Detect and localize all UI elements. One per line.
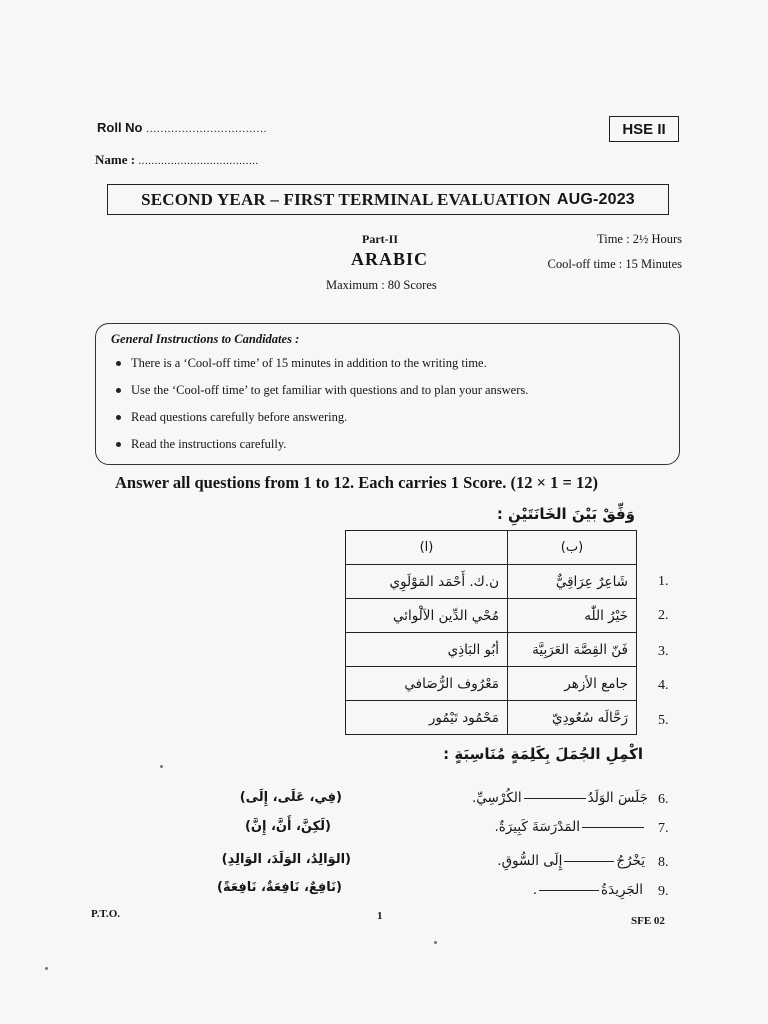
exam-title — [107, 184, 669, 215]
pto-label: P.T.O. — [91, 908, 121, 920]
part-label: Part-II — [362, 232, 398, 246]
question-text-before: جَلَسَ الوَلَدُ — [587, 790, 648, 806]
section-heading: Answer all questions from 1 to 12. Each carries 1 Score. (12 × 1 = 12) — [115, 473, 599, 492]
column-b-cell: خَيْرُ اللّٰه — [508, 599, 637, 633]
paper-code: SFE 02 — [631, 915, 665, 927]
match-instruction: وَفِّقْ بَيْنَ الخَانَتَيْنِ : — [496, 505, 635, 523]
answer-options: (نَافِعٌ، نَافِعَةٌ، نَافِعَةً) — [217, 880, 342, 895]
question-number: 3. — [658, 644, 669, 659]
exam-title-main: SECOND YEAR – FIRST TERMINAL EVALUATION — [141, 189, 551, 209]
column-a-cell: ن.ك. أَحْمَد المَوْلَوِي — [346, 565, 508, 599]
answer-options: (لَكِنَّ، أَنَّ، إِنَّ) — [244, 819, 331, 834]
time-allowed: Time : 2½ Hours — [597, 232, 682, 246]
cool-off-time: Cool-off time : 15 Minutes — [547, 257, 682, 271]
table-row — [346, 701, 637, 735]
table-row — [346, 599, 637, 633]
question-number: 6. — [658, 792, 669, 807]
question-number: 4. — [658, 678, 669, 693]
exam-title-date: AUG-2023 — [556, 190, 635, 208]
instructions-heading: General Instructions to Candidates : — [111, 332, 300, 346]
answer-blank — [564, 860, 614, 862]
scan-speck — [160, 765, 163, 768]
roll-label: Roll No — [97, 120, 143, 135]
column-a-cell: أبُو البَاذِي — [346, 633, 508, 667]
column-b-cell: شَاعِرٌ عِرَاقِيٌّ — [508, 565, 637, 599]
question-text-after: الكُرْسِيِّ. — [472, 790, 522, 806]
question-number: 7. — [658, 821, 669, 836]
question-number: 9. — [658, 884, 669, 899]
column-b-cell: فَنّ القِصَّة العَرَبِيَّة — [508, 633, 637, 667]
column-b-header: (ب) — [508, 531, 637, 565]
column-a-header: (ا) — [346, 531, 508, 565]
instruction-item: There is a ‘Cool-off time’ of 15 minutes in addition to the writing time. — [131, 356, 528, 383]
table-row — [346, 667, 637, 701]
fill-question — [497, 853, 645, 869]
instruction-item: Read questions carefully before answering. — [131, 410, 528, 437]
column-a-cell: مَحْمُود تَيْمُور — [346, 701, 508, 735]
scan-speck — [45, 967, 48, 970]
fill-question — [472, 790, 648, 806]
fill-question — [494, 819, 646, 835]
answer-blank — [582, 826, 644, 828]
question-number: 5. — [658, 713, 669, 728]
answer-options: (فِي، عَلَى، إِلَى) — [239, 790, 342, 805]
instruction-item: Read the instructions carefully. — [131, 437, 528, 464]
table-header-row — [346, 531, 637, 565]
column-a-cell: مُحْي الدِّين الآلْوائي — [346, 599, 508, 633]
table-row — [346, 633, 637, 667]
name-label: Name : — [95, 152, 136, 167]
question-number: 1. — [658, 574, 669, 589]
roll-blank: .................................. — [146, 123, 268, 135]
general-instructions-box — [95, 323, 680, 465]
question-text-before: يَخْرُجُ — [616, 853, 645, 869]
roll-number-field — [97, 120, 267, 135]
question-text-before: الجَرِيدَةُ — [601, 882, 643, 898]
question-text-after: إِلَى السُّوقِ. — [497, 853, 563, 869]
column-b-cell: رَحَّالَه سُعُودِيّ — [508, 701, 637, 735]
question-number: 2. — [658, 608, 669, 623]
scan-speck — [434, 941, 437, 944]
question-text-after: . — [532, 882, 538, 898]
page-number: 1 — [377, 910, 383, 922]
instructions-list — [111, 356, 528, 464]
question-number: 8. — [658, 855, 669, 870]
maximum-scores: Maximum : 80 Scores — [326, 278, 437, 292]
column-a-cell: مَعْرُوف الرُّصَافي — [346, 667, 508, 701]
name-blank: ..................................... — [138, 155, 259, 167]
answer-options: (الوَالِدُ، الوَلَدَ، الوَالِدِ) — [221, 852, 351, 867]
fill-question — [533, 882, 643, 898]
answer-blank — [524, 797, 586, 799]
name-field — [95, 152, 259, 168]
instruction-item: Use the ‘Cool-off time’ to get familiar with questions and to plan your answers. — [131, 383, 528, 410]
exam-code-box: HSE II — [609, 116, 679, 142]
match-table — [345, 530, 637, 735]
complete-instruction: اكْمِلِ الجُمَلَ بِكَلِمَةٍ مُنَاسِبَةٍ : — [443, 745, 643, 763]
column-b-cell: جامع الأزهر — [508, 667, 637, 701]
answer-blank — [539, 889, 599, 891]
question-text-after: المَدْرَسَةَ كَبِيرَةٌ. — [494, 819, 580, 835]
table-row — [346, 565, 637, 599]
subject-title: ARABIC — [351, 249, 429, 269]
